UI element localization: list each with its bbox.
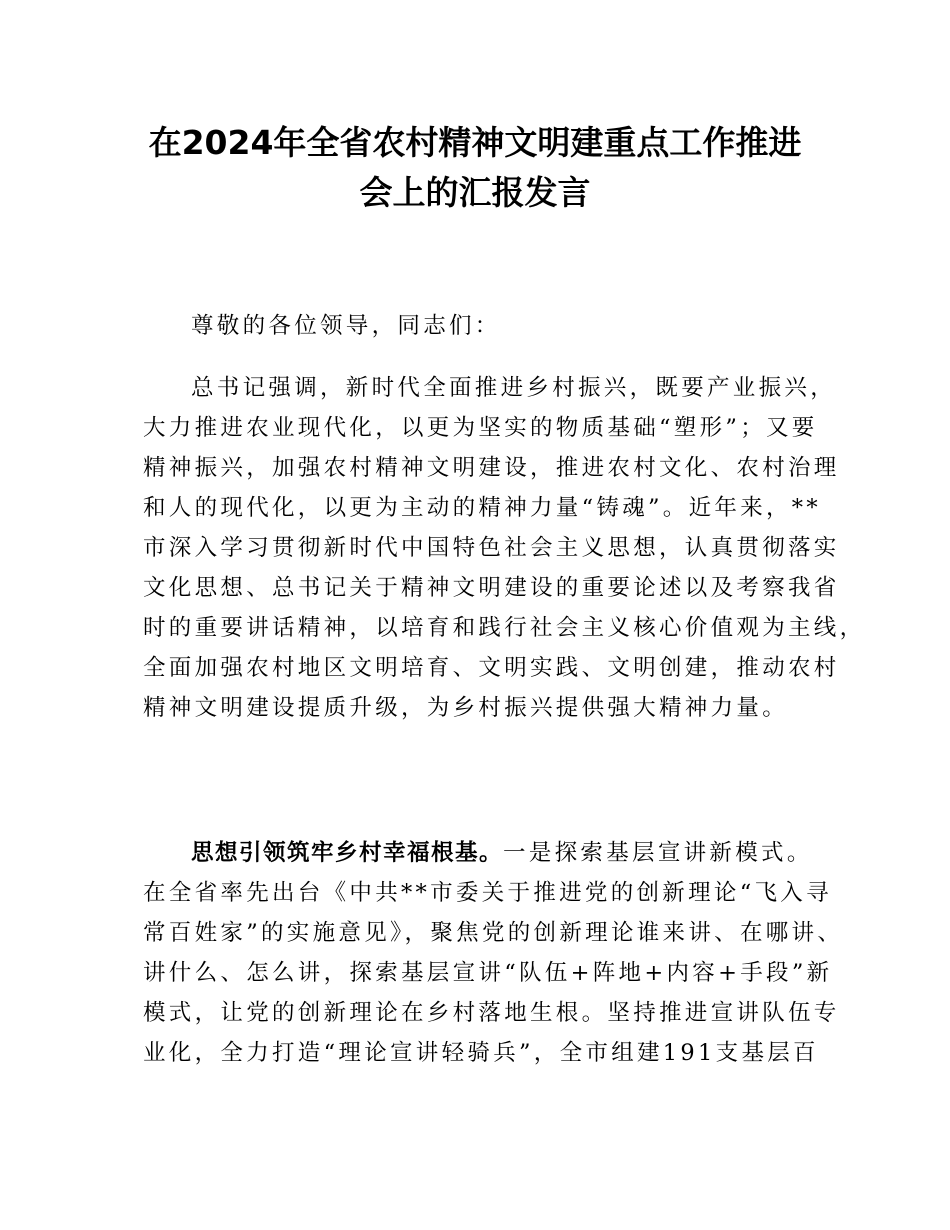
paragraph-line: 全面加强农村地区文明培育、文明实践、文明创建，推动农村 xyxy=(143,655,840,681)
paragraph-line: 业化，全力打造“理论宣讲轻骑兵”，全市组建191支基层百 xyxy=(143,1040,819,1066)
salutation-text: 尊敬的各位领导，同志们： xyxy=(191,313,501,339)
paragraph-line: 精神振兴，加强农村精神文明建设，推进农村文化、农村治理 xyxy=(143,455,840,481)
section-heading: 思想引领筑牢乡村幸福根基。 xyxy=(191,840,504,866)
paragraph-line: 时的重要讲话精神，以培育和践行社会主义核心价值观为主线， xyxy=(143,615,866,641)
paragraph-line: 总书记强调，新时代全面推进乡村振兴，既要产业振兴， xyxy=(191,375,837,401)
paragraph-line-rest: 一是探索基层宣讲新模式。 xyxy=(503,840,813,866)
paragraph-line: 大力推进农业现代化，以更为坚实的物质基础“塑形”；又要 xyxy=(143,415,818,441)
document-title xyxy=(120,118,830,218)
paragraph-2 xyxy=(143,833,844,1073)
title-line-2: 会上的汇报发言 xyxy=(359,173,591,212)
paragraph-line: 模式，让党的创新理论在乡村落地生根。坚持推进宣讲队伍专 xyxy=(143,1000,840,1026)
paragraph-line: 和人的现代化，以更为主动的精神力量“铸魂”。近年来，** xyxy=(143,495,821,521)
paragraph-line: 精神文明建设提质升级，为乡村振兴提供强大精神力量。 xyxy=(143,695,789,721)
salutation xyxy=(143,306,823,346)
paragraph-line: 文化思想、总书记关于精神文明建设的重要论述以及考察我省 xyxy=(143,575,840,601)
paragraph-1 xyxy=(143,368,866,728)
paragraph-line: 在全省率先出台《中共**市委关于推进党的创新理论“飞入寻 xyxy=(143,880,832,906)
paragraph-line: 常百姓家”的实施意见》，聚焦党的创新理论谁来讲、在哪讲、 xyxy=(143,920,844,946)
paragraph-line: 市深入学习贯彻新时代中国特色社会主义思想，认真贯彻落实 xyxy=(143,535,840,561)
title-line-1: 在2024年全省农村精神文明建重点工作推进 xyxy=(148,123,802,162)
paragraph-first-line xyxy=(143,833,823,873)
paragraph-line: 讲什么、怎么讲，探索基层宣讲“队伍+阵地+内容+手段”新 xyxy=(143,960,833,986)
